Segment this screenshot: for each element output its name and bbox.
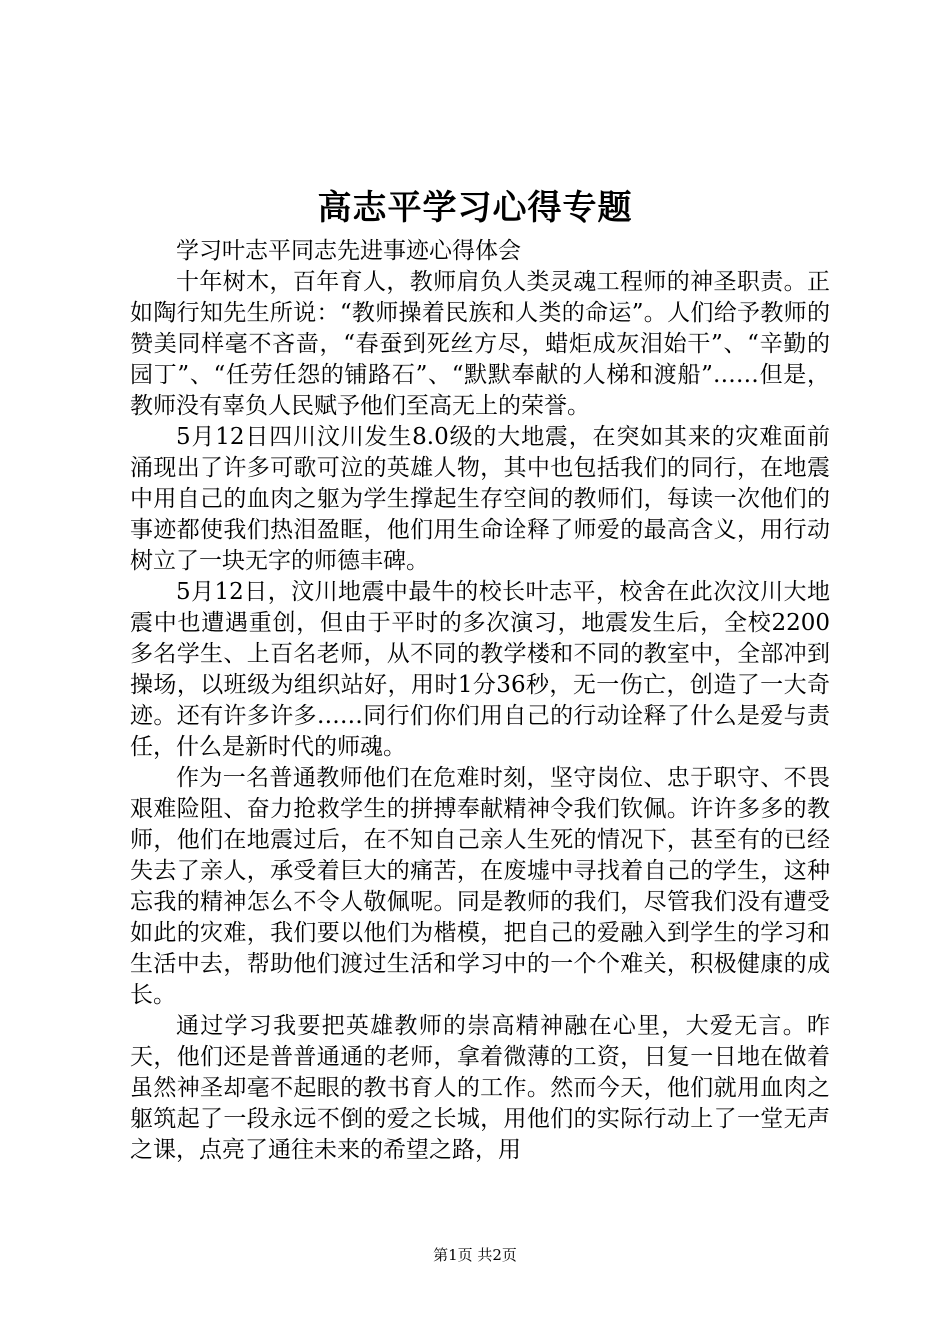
document-body xyxy=(130,236,830,1166)
body-paragraph: 通过学习我要把英雄教师的崇高精神融在心里，大爱无言。昨天，他们还是普普通通的老师，拿着微薄的工资，日复一日地在做着虽然神圣却毫不起眼的教书育人的工作。然而今天，他们就用血肉之躯筑起了一段永远不倒的爱之长城，用他们的实际行动上了一堂无声之课，点亮了通往未来的希望之路，用 xyxy=(130,1013,830,1163)
body-paragraph: 5月12日四川汶川发生8.0级的大地震，在突如其来的灾难面前涌现出了许多可歌可泣的英雄人物，其中也包括我们的同行，在地震中用自己的血肉之躯为学生撑起生存空间的教师们，每读一次他们的事迹都使我们热泪盈眶，他们用生命诠释了师爱的最高含义，用行动树立了一块无字的师德丰碑。 xyxy=(130,424,830,574)
page-number-footer: 第1页 共2页 xyxy=(433,1246,517,1264)
subtitle-paragraph: 学习叶志平同志先进事迹心得体会 xyxy=(176,238,521,264)
body-paragraph: 5月12日，汶川地震中最牛的校长叶志平，校舍在此次汶川大地震中也遭遇重创，但由于平时的多次演习，地震发生后，全校2200多名学生、上百名老师，从不同的教学楼和不同的教室中，全部冲到操场，以班级为组织站好，用时1分36秒，无一伤亡，创造了一大奇迹。还有许多许多……同行们你们用自己的行动诠释了什么是爱与责任，什么是新时代的师魂。 xyxy=(130,579,830,760)
document-title: 高志平学习心得专题 xyxy=(317,188,633,228)
body-paragraph: 作为一名普通教师他们在危难时刻，坚守岗位、忠于职守、不畏艰难险阻、奋力抢救学生的拼搏奉献精神令我们钦佩。许许多多的教师，他们在地震过后，在不知自己亲人生死的情况下，甚至有的已经失去了亲人，承受着巨大的痛苦，在废墟中寻找着自己的学生，这种忘我的精神怎么不令人敬佩呢。同是教师的我们，尽管我们没有遭受如此的灾难，我们要以他们为楷模，把自己的爱融入到学生的学习和生活中去，帮助他们渡过生活和学习中的一个个难关，积极健康的成长。 xyxy=(130,765,830,1008)
body-paragraph: 十年树木，百年育人，教师肩负人类灵魂工程师的神圣职责。正如陶行知先生所说：“教师操着民族和人类的命运”。人们给予教师的赞美同样毫不吝啬，“春蚕到死丝方尽，蜡炬成灰泪始干”、“辛勤的园丁”、“任劳任怨的铺路石”、“默默奉献的人梯和渡船”……但是，教师没有辜负人民赋予他们至高无上的荣誉。 xyxy=(130,269,830,419)
